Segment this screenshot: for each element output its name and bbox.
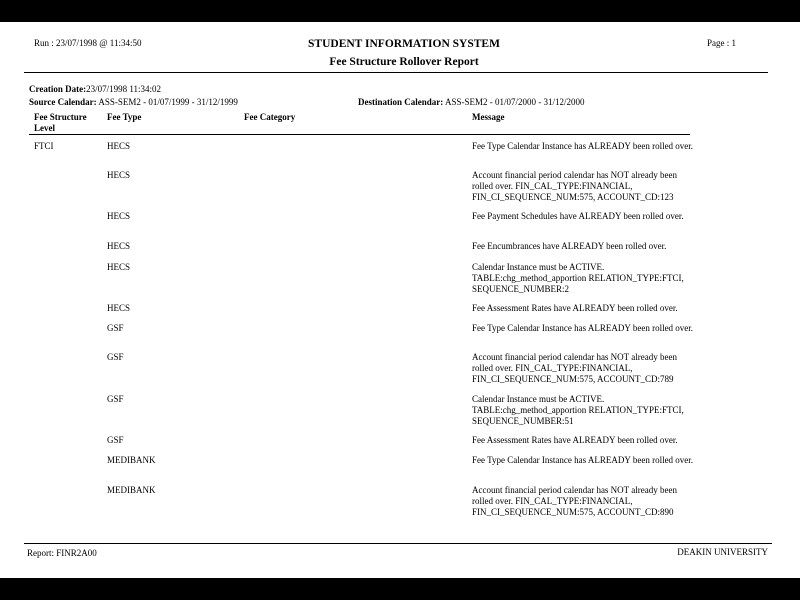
column-header-message: Message — [472, 112, 505, 122]
column-header-fee-category: Fee Category — [244, 112, 296, 122]
row-message: Fee Encumbrances have ALREADY been rolled over. — [472, 241, 667, 251]
creation-date-label: Creation Date: — [29, 84, 87, 94]
column-header-level: Fee Structure Level — [34, 112, 87, 133]
column-header-fee-type: Fee Type — [107, 112, 142, 122]
report-title: Fee Structure Rollover Report — [329, 56, 479, 68]
run-timestamp: Run : 23/07/1998 @ 11:34:50 — [34, 38, 142, 48]
source-calendar-value: ASS-SEM2 - 01/07/1999 - 31/12/1999 — [96, 97, 238, 107]
column-header-rule — [29, 134, 690, 135]
row-fee-type: HECS — [107, 211, 131, 221]
row-fee-type: HECS — [107, 141, 131, 151]
row-message: Account financial period calendar has NOT already been rolled over. FIN_CAL_TYPE:FINANCIAL, FIN_CI_SEQUENCE_NUM:575, ACCOUNT_CD:789 — [472, 352, 677, 384]
row-fee-type: GSF — [107, 323, 124, 333]
system-title: STUDENT INFORMATION SYSTEM — [308, 38, 500, 50]
row-message: Calendar Instance must be ACTIVE. TABLE:chg_method_apportion RELATION_TYPE:FTCI, SEQUENCE_NUMBER:51 — [472, 394, 684, 426]
source-calendar-label: Source Calendar: — [29, 97, 97, 107]
row-message: Fee Assessment Rates have ALREADY been rolled over. — [472, 303, 678, 313]
row-fee-type: HECS — [107, 241, 131, 251]
row-fee-type: HECS — [107, 262, 131, 272]
destination-calendar-label: Destination Calendar: — [358, 97, 444, 107]
footer-rule — [24, 543, 772, 544]
row-fee-type: HECS — [107, 170, 131, 180]
report-code: Report: FINR2A00 — [27, 548, 97, 558]
row-message: Fee Payment Schedules have ALREADY been rolled over. — [472, 211, 684, 221]
row-message: Account financial period calendar has NOT already been rolled over. FIN_CAL_TYPE:FINANCIAL, FIN_CI_SEQUENCE_NUM:575, ACCOUNT_CD:123 — [472, 170, 677, 202]
row-message: Calendar Instance must be ACTIVE. TABLE:chg_method_apportion RELATION_TYPE:FTCI, SEQUENCE_NUMBER:2 — [472, 262, 684, 294]
source-calendar — [29, 97, 238, 107]
row-message: Fee Type Calendar Instance has ALREADY been rolled over. — [472, 141, 694, 151]
report-page — [0, 22, 800, 578]
creation-date — [29, 84, 161, 94]
row-message: Fee Type Calendar Instance has ALREADY been rolled over. — [472, 455, 694, 465]
row-fee-type: MEDIBANK — [107, 485, 156, 495]
destination-calendar-value: ASS-SEM2 - 01/07/2000 - 31/12/2000 — [443, 97, 585, 107]
row-fee-type: MEDIBANK — [107, 455, 156, 465]
row-fee-type: GSF — [107, 352, 124, 362]
destination-calendar — [358, 97, 585, 107]
header-rule — [24, 72, 768, 73]
organization-name: DEAKIN UNIVERSITY — [677, 547, 768, 557]
creation-date-value: 23/07/1998 11:34:02 — [86, 84, 161, 94]
row-fee-type: GSF — [107, 394, 124, 404]
row-fee-type: HECS — [107, 303, 131, 313]
row-fee-type: GSF — [107, 435, 124, 445]
row-level: FTCI — [34, 141, 54, 151]
row-message: Fee Assessment Rates have ALREADY been rolled over. — [472, 435, 678, 445]
page-number: Page : 1 — [707, 38, 736, 48]
row-message: Account financial period calendar has NOT already been rolled over. FIN_CAL_TYPE:FINANCIAL, FIN_CI_SEQUENCE_NUM:575, ACCOUNT_CD:890 — [472, 485, 677, 517]
row-message: Fee Type Calendar Instance has ALREADY been rolled over. — [472, 323, 694, 333]
